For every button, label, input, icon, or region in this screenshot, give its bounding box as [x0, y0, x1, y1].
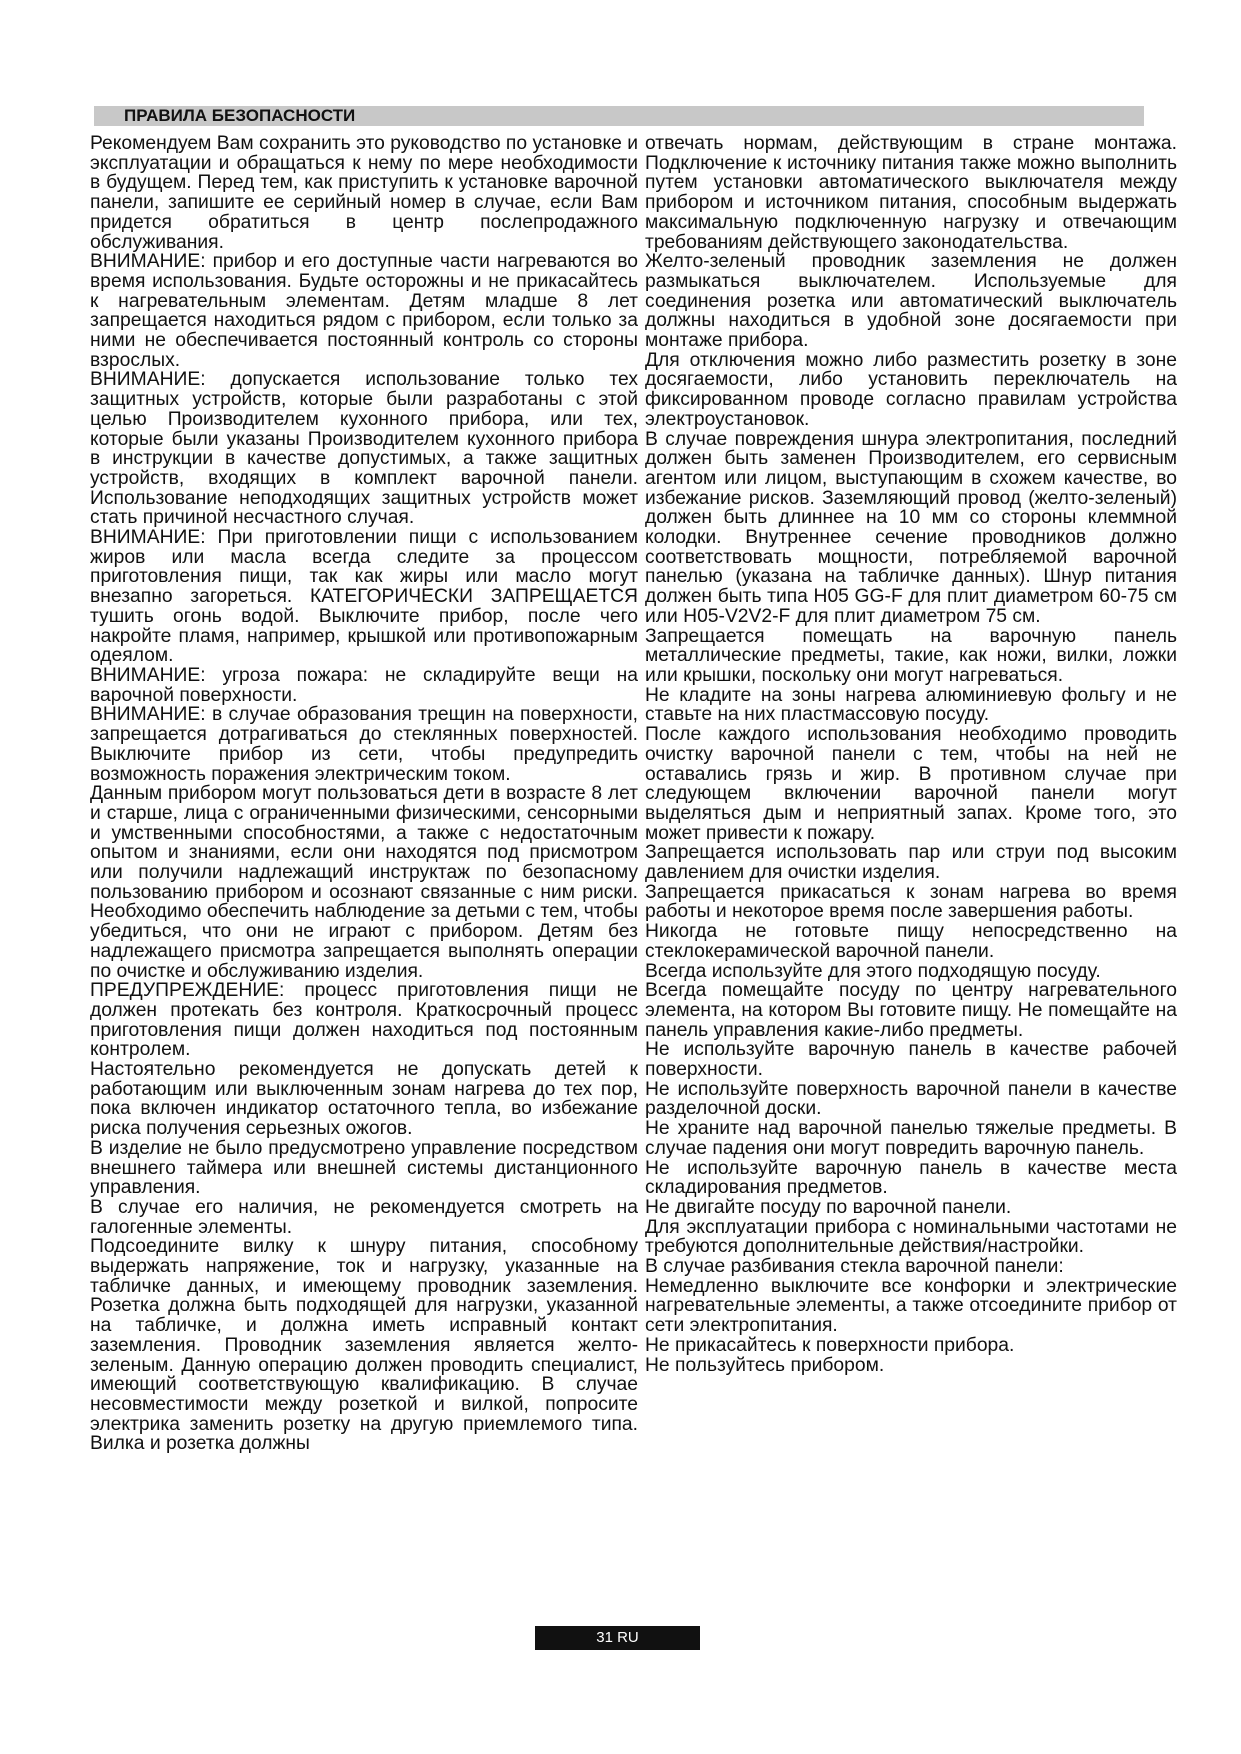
paragraph: Не пользуйтесь прибором.: [645, 1354, 885, 1376]
paragraph: В изделие не было предусмотрено управление посредством внешнего таймера или внешней системы дистанционного управления.: [90, 1137, 638, 1199]
paragraph: ПРЕДУПРЕЖДЕНИЕ: процесс приготовления пищи не должен протекать без контроля. Краткосрочный процесс приготовления пищи должен находиться под постоянным контролем.: [90, 980, 638, 1061]
paragraph: ВНИМАНИЕ: угроза пожара: не складируйте вещи на варочной поверхности.: [90, 664, 638, 706]
paragraph: Для эксплуатации прибора с номинальными частотами не требуются дополнительные действия/настройки.: [645, 1216, 1177, 1258]
right-text-column: [645, 134, 1177, 1375]
section-title: ПРАВИЛА БЕЗОПАСНОСТИ: [124, 106, 356, 125]
paragraph: Настоятельно рекомендуется не допускать детей к работающим или выключенным зонам нагрева до тех пор, пока включен индикатор остаточного тепла, во избежание риска получения серьезных ожогов.: [90, 1059, 638, 1140]
paragraph: Запрещается использовать пар или струи под высоким давлением для очистки изделия.: [645, 842, 1177, 884]
paragraph: Не используйте варочную панель в качестве рабочей поверхности.: [645, 1039, 1177, 1081]
paragraph: Не прикасайтесь к поверхности прибора.: [645, 1334, 1015, 1356]
paragraph: После каждого использования необходимо проводить очистку варочной панели с тем, чтобы на ней не оставались грязь и жир. В противном случае при следующем включении варочной панели могут выделяться дым и неприятный запах. Кроме того, это может привести к пожару.: [645, 724, 1177, 844]
paragraph: Не используйте поверхность варочной панели в качестве разделочной доски.: [645, 1078, 1177, 1120]
paragraph: Не храните над варочной панелью тяжелые предметы. В случае падения они могут повредить варочную панель.: [645, 1118, 1177, 1159]
paragraph: ВНИМАНИЕ: допускается использование только тех защитных устройств, которые были разработаны с этой целью Производителем кухонного прибора, или тех, которые были указаны Производителем кухонного прибора в инструкции в качестве допустимых, а также защитных устройств, входящих в комплект варочной панели. Использование неподходящих защитных устройств может стать причиной несчастного случая.: [90, 369, 638, 529]
paragraph: Рекомендуем Вам сохранить это руководство по установке и эксплуатации и обращаться к нему по мере необходимости в будущем. Перед тем, как приступить к установке варочной панели, запишите ее серийный номер в случае, если Вам придется обратиться в центр послепродажного обслуживания.: [90, 133, 638, 253]
paragraph: Немедленно выключите все конфорки и электрические нагревательные элементы, а также отсоедините прибор от сети электропитания.: [645, 1275, 1177, 1337]
paragraph: Не двигайте посуду по варочной панели.: [645, 1196, 1012, 1218]
paragraph: Не используйте варочную панель в качестве места складирования предметов.: [645, 1157, 1177, 1199]
left-text-column: [90, 134, 638, 1454]
paragraph: В случае повреждения шнура электропитания, последний должен быть заменен Производителем, его сервисным агентом или лицом, выступающим в схожем качестве, во избежание рисков. Заземляющий провод (желто-зеленый) должен быть длиннее на 10 мм со стороны клеммной колодки. Внутреннее сечение проводников должно соответствовать мощности, потребляемой варочной панелью (указана на табличке данных). Шнур питания должен быть типа H05 GG-F для плит диаметром 60-75 см или H05-V2V2-F для плит диаметром 75 см.: [645, 428, 1177, 627]
paragraph: Для отключения можно либо разместить розетку в зоне досягаемости, либо установить переключатель на фиксированном проводе согласно правилам устройства электроустановок.: [645, 349, 1177, 430]
paragraph: Запрещается прикасаться к зонам нагрева во время работы и некоторое время после завершения работы.: [645, 881, 1177, 923]
paragraph: ВНИМАНИЕ: в случае образования трещин на поверхности, запрещается дотрагиваться до стеклянных поверхностей. Выключите прибор из сети, чтобы предупредить возможность поражения электрическим током.: [90, 704, 638, 785]
paragraph: Запрещается помещать на варочную панель металлические предметы, такие, как ножи, вилки, ложки или крышки, поскольку они могут нагреваться.: [645, 625, 1177, 686]
paragraph: отвечать нормам, действующим в стране монтажа. Подключение к источнику питания также можно выполнить путем установки автоматического выключателя между прибором и источником питания, способным выдержать максимальную подключенную нагрузку и отвечающим требованиям действующего законодательства.: [645, 133, 1177, 253]
paragraph: ВНИМАНИЕ: При приготовлении пищи с использованием жиров или масла всегда следите за процессом приготовления пищи, так как жиры или масло могут внезапно загореться. КАТЕГОРИЧЕСКИ ЗАПРЕЩАЕТСЯ тушить огонь водой. Выключите прибор, после чего накройте пламя, например, крышкой или противопожарным одеялом.: [90, 527, 638, 667]
paragraph: Всегда помещайте посуду по центру нагревательного элемента, на котором Вы готовите пищу. Не помещайте на панель управления какие-либо предметы.: [645, 980, 1177, 1041]
page-number-badge: 31 RU: [535, 1626, 700, 1650]
paragraph: ВНИМАНИЕ: прибор и его доступные части нагреваются во время использования. Будьте осторожны и не прикасайтесь к нагревательным элементам. Детям младше 8 лет запрещается находиться рядом с прибором, если только за ними не обеспечивается постоянный контроль со стороны взрослых.: [90, 251, 638, 371]
paragraph: Данным прибором могут пользоваться дети в возрасте 8 лет и старше, лица с ограниченными физическими, сенсорными и умственными способностями, а также с недостаточным опытом и знаниями, если они находятся под присмотром или получили надлежащий инструктаж по безопасному пользованию прибором и осознают связанные с ним риски. Необходимо обеспечить наблюдение за детьми с тем, чтобы убедиться, что они не играют с прибором. Детям без надлежащего присмотра запрещается выполнять операции по очистке и обслуживанию изделия.: [90, 783, 638, 982]
paragraph: Никогда не готовьте пищу непосредственно на стеклокерамической варочной панели.: [645, 921, 1177, 962]
section-header-bar: [94, 106, 1144, 126]
paragraph: В случае разбивания стекла варочной панели:: [645, 1256, 1064, 1278]
paragraph: Желто-зеленый проводник заземления не должен размыкаться выключателем. Используемые для соединения розетка или автоматический выключатель должны находиться в удобной зоне досягаемости при монтаже прибора.: [645, 251, 1177, 352]
paragraph: Всегда используйте для этого подходящую посуду.: [645, 960, 1101, 982]
paragraph: Не кладите на зоны нагрева алюминиевую фольгу и не ставьте на них пластмассовую посуду.: [645, 684, 1177, 726]
paragraph: Подсоедините вилку к шнуру питания, способному выдержать напряжение, ток и нагрузку, указанные на табличке данных, и имеющему проводник заземления. Розетка должна быть подходящей для нагрузки, указанной на табличке, и должна иметь исправный контакт заземления. Проводник заземления является желто-зеленым. Данную операцию должен проводить специалист, имеющий соответствующую квалификацию. В случае несовместимости между розеткой и вилкой, попросите электрика заменить розетку на другую приемлемого типа. Вилка и розетка должны: [90, 1236, 638, 1455]
paragraph: В случае его наличия, не рекомендуется смотреть на галогенные элементы.: [90, 1196, 638, 1238]
